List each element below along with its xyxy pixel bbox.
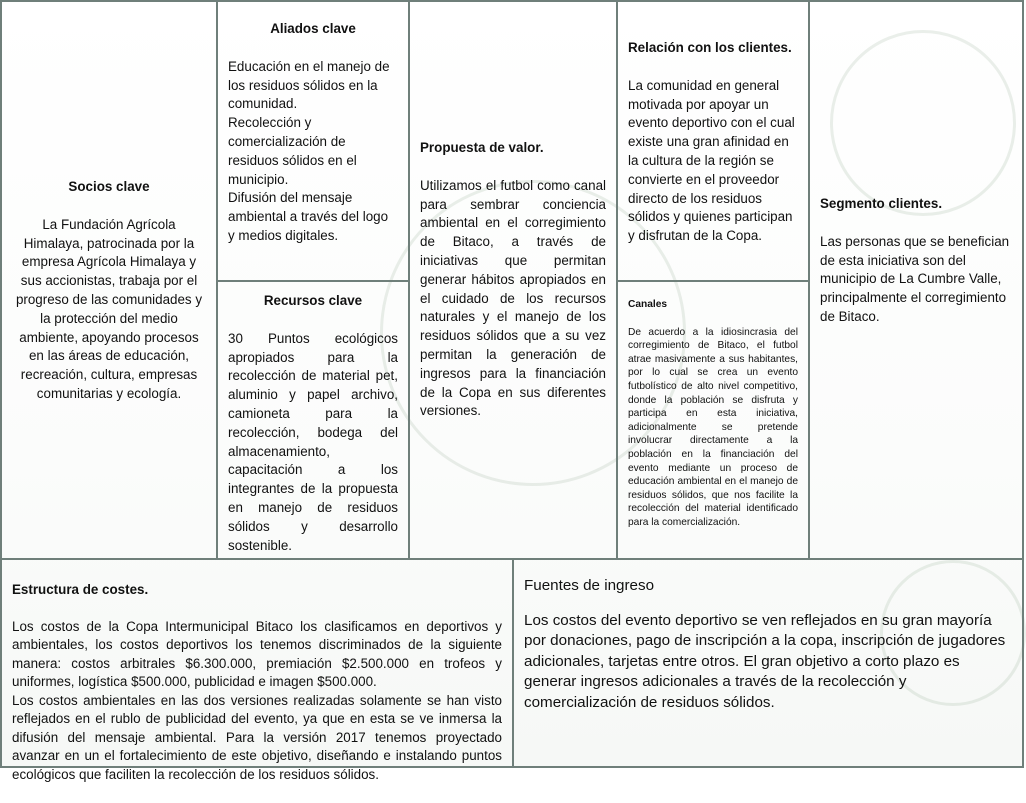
value-proposition-text: Utilizamos el futbol como canal para sembrar conciencia ambiental en el corregimiento de Bitaco, a través de iniciativas que permitan generar hábitos apropiados en el cuidado de los recursos naturales y el manejo de los residuos sólidos que a su vez permitan la generación de ingresos para la financiación de la Copa en sus diferentes versiones.: [420, 177, 606, 419]
key-partners-text: La Fundación Agrícola Himalaya, patrocinada por la empresa Agrícola Himalaya y sus accionistas, trabaja por el progreso de las comunidades y la protección del medio ambiente, apoyando procesos en las áreas de educación, recreación, cultura, empresas comunitarias y ecología.: [15, 216, 203, 401]
customer-relationships-text: La comunidad en general motivada por apoyar un evento deportivo con el cual existe una gran afinidad en la cultura de la región se convierte en el proveedor directo de los residuos sólidos y quienes participan y disfrutan de la Copa.: [628, 77, 795, 244]
channels-text: De acuerdo a la idiosincrasia del corregimiento de Bitaco, el futbol atrae masivamente a sus habitantes, por lo cual se crea un evento futbolístico de alto nivel competitivo, donde la población se disfruta y participa en esta iniciativa, adicionalmente se pretende involucrar directamente a la población en la financiación del evento mediante un proceso de educación ambiental en el manejo de residuos sólidos, que nos facilite la recolección del material identificado para la comercialización.: [628, 326, 798, 528]
key-partners-cell: [0, 0, 218, 560]
channels-cell: [616, 280, 810, 560]
cost-structure-text: Los costos de la Copa Intermunicipal Bitaco los clasificamos en deportivos y ambientales, los costos deportivos los tenemos discriminados de la siguiente manera: costos arbitrales $6.300.000, premiación $2.500.000 en trofeos y uniformes, logística $500.000, publicidad e imagen $500.000. Los costos ambientales en las dos versiones realizadas solamente se han visto reflejados en el rublo de publicidad del evento, ya que en esta se ve inmersa la difusión del mensaje ambiental. Para la versión 2017 tenemos proyectado avanzar en un el fortalecimiento de este objetivo, diseñando e instalando puntos ecológicos que faciliten la recolección de los residuos sólidos.: [12, 618, 502, 782]
customer-segments-text: Las personas que se benefician de esta iniciativa son del municipio de La Cumbre Valle, principalmente el corregimiento de Bitaco.: [820, 233, 1010, 324]
value-proposition-cell: [408, 0, 618, 560]
cost-structure-title: Estructura de costes.: [12, 581, 149, 597]
key-resources-cell: [216, 280, 410, 560]
customer-segments-title: Segmento clientes.: [820, 196, 943, 211]
customer-relationships-title: Relación con los clientes.: [628, 40, 792, 55]
customer-segments-cell: [808, 0, 1024, 560]
key-allies-text: Educación en el manejo de los residuos sólidos en la comunidad. Recolección y comercialización de residuos sólidos en el municipio. Difusión del mensaje ambiental a través del logo y medios digitales.: [228, 58, 390, 243]
cost-structure-cell: [0, 558, 514, 782]
key-resources-text: 30 Puntos ecológicos apropiados para la recolección de material pet, aluminio y papel archivo, camioneta para la recolección, bodega del almacenamiento, capacitación a los integrantes de la propuesta en manejo de residuos sólidos y desarrollo sostenible.: [228, 330, 398, 553]
revenue-streams-text: Los costos del evento deportivo se ven reflejados en su gran mayoría por donaciones, pago de inscripción a la copa, inscripción de jugadores adicionales, tarjetas entre otros. El gran objetivo a corto plazo es generar ingresos adicionales a través de la recolección y comercialización de residuos sólidos.: [524, 611, 1006, 711]
revenue-streams-title: Fuentes de ingreso: [524, 577, 655, 594]
customer-relationships-cell: [616, 0, 810, 282]
key-partners-title: Socios clave: [68, 179, 150, 194]
revenue-streams-cell: [512, 558, 1024, 768]
value-proposition-title: Propuesta de valor.: [420, 140, 544, 155]
key-resources-title: Recursos clave: [263, 293, 363, 308]
key-allies-title: Aliados clave: [270, 21, 356, 36]
key-allies-cell: [216, 0, 410, 282]
channels-title: Canales: [628, 299, 668, 310]
